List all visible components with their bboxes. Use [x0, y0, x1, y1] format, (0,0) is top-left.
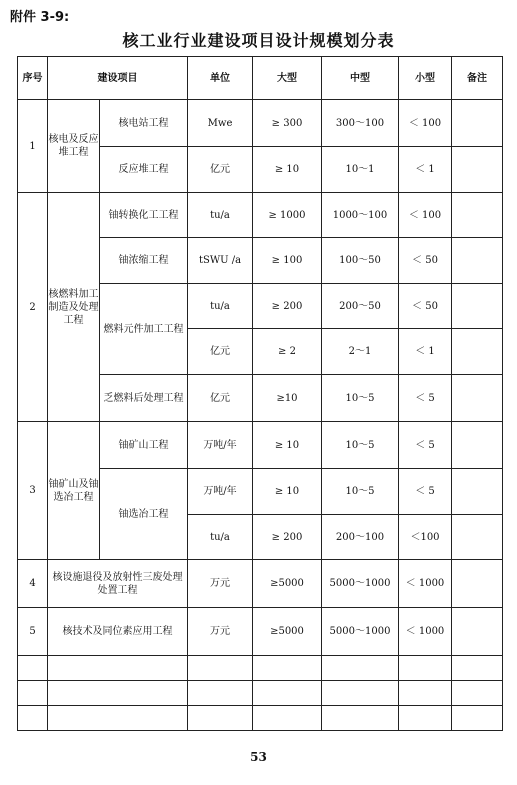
- remark-cell: [452, 284, 503, 329]
- header-large: 大型: [253, 57, 322, 100]
- remark-cell: [452, 469, 503, 515]
- project-name-cell: 燃料元件加工工程: [100, 284, 188, 375]
- unit-cell: 万元: [188, 560, 253, 608]
- project-name-cell: 铀矿山工程: [100, 422, 188, 469]
- project-name-cell: 反应堆工程: [100, 147, 188, 193]
- medium-cell: 10～5: [322, 375, 399, 422]
- project-name-cell: 铀选冶工程: [100, 469, 188, 560]
- category-cell: 核燃料加工制造及处理工程: [48, 193, 100, 422]
- table-row: [18, 193, 503, 238]
- unit-cell: tu/a: [188, 515, 253, 560]
- category-cell: 核电及反应堆工程: [48, 100, 100, 193]
- unit-cell: 亿元: [188, 375, 253, 422]
- medium-cell: 2～1: [322, 329, 399, 375]
- medium-cell: 300～100: [322, 100, 399, 147]
- remark-cell: [452, 238, 503, 284]
- small-cell: ＜ 100: [399, 193, 452, 238]
- medium-cell: 5000～1000: [322, 608, 399, 656]
- unit-cell: tu/a: [188, 193, 253, 238]
- document-title: 核工业行业建设项目设计规模划分表: [122, 31, 395, 50]
- unit-cell: 万吨/年: [188, 422, 253, 469]
- medium-cell: 10～1: [322, 147, 399, 193]
- large-cell: ≥5000: [253, 608, 322, 656]
- medium-cell: 1000～100: [322, 193, 399, 238]
- remark-cell: [452, 329, 503, 375]
- project-name-cell: 乏燃料后处理工程: [100, 375, 188, 422]
- small-cell: ＜ 5: [399, 375, 452, 422]
- small-cell: ＜100: [399, 515, 452, 560]
- empty-row: [18, 706, 503, 731]
- large-cell: ≥ 200: [253, 284, 322, 329]
- unit-cell: 万元: [188, 608, 253, 656]
- small-cell: ＜ 1000: [399, 560, 452, 608]
- large-cell: ≥ 10: [253, 422, 322, 469]
- header-seq: 序号: [18, 57, 48, 100]
- medium-cell: 100～50: [322, 238, 399, 284]
- unit-cell: 亿元: [188, 147, 253, 193]
- large-cell: ≥ 100: [253, 238, 322, 284]
- unit-cell: 亿元: [188, 329, 253, 375]
- medium-cell: 10～5: [322, 422, 399, 469]
- remark-cell: [452, 560, 503, 608]
- table-row: [18, 560, 503, 608]
- small-cell: ＜ 50: [399, 284, 452, 329]
- seq-cell: 3: [18, 422, 48, 560]
- table-row: [18, 422, 503, 469]
- project-name-cell: 核电站工程: [100, 100, 188, 147]
- project-name-cell: 核设施退役及放射性三废处理处置工程: [48, 560, 188, 608]
- unit-cell: Mwe: [188, 100, 253, 147]
- attachment-label: 附件 3-9:: [10, 10, 70, 25]
- large-cell: ≥ 1000: [253, 193, 322, 238]
- unit-cell: 万吨/年: [188, 469, 253, 515]
- page-number: 53: [250, 750, 267, 764]
- remark-cell: [452, 147, 503, 193]
- header-unit: 单位: [188, 57, 253, 100]
- small-cell: ＜ 50: [399, 238, 452, 284]
- large-cell: ≥ 2: [253, 329, 322, 375]
- unit-cell: tSWU /a: [188, 238, 253, 284]
- seq-cell: 2: [18, 193, 48, 422]
- seq-cell: 4: [18, 560, 48, 608]
- header-medium: 中型: [322, 57, 399, 100]
- large-cell: ≥ 10: [253, 147, 322, 193]
- large-cell: ≥5000: [253, 560, 322, 608]
- small-cell: ＜ 1: [399, 329, 452, 375]
- project-name-cell: 铀转换化工工程: [100, 193, 188, 238]
- project-name-cell: 铀浓缩工程: [100, 238, 188, 284]
- empty-row: [18, 681, 503, 706]
- medium-cell: 10～5: [322, 469, 399, 515]
- small-cell: ＜ 5: [399, 469, 452, 515]
- header-remark: 备注: [452, 57, 503, 100]
- remark-cell: [452, 515, 503, 560]
- small-cell: ＜ 1: [399, 147, 452, 193]
- unit-cell: tu/a: [188, 284, 253, 329]
- table-row: [18, 100, 503, 147]
- medium-cell: 200～100: [322, 515, 399, 560]
- large-cell: ≥ 10: [253, 469, 322, 515]
- medium-cell: 200～50: [322, 284, 399, 329]
- header-small: 小型: [399, 57, 452, 100]
- project-name-cell: 核技术及同位素应用工程: [48, 608, 188, 656]
- large-cell: ≥ 200: [253, 515, 322, 560]
- header-row: [18, 57, 503, 100]
- small-cell: ＜ 5: [399, 422, 452, 469]
- remark-cell: [452, 422, 503, 469]
- medium-cell: 5000～1000: [322, 560, 399, 608]
- empty-row: [18, 656, 503, 681]
- table-row: [18, 608, 503, 656]
- scale-classification-table: [17, 56, 503, 731]
- small-cell: ＜ 1000: [399, 608, 452, 656]
- remark-cell: [452, 100, 503, 147]
- small-cell: ＜ 100: [399, 100, 452, 147]
- seq-cell: 1: [18, 100, 48, 193]
- remark-cell: [452, 193, 503, 238]
- remark-cell: [452, 375, 503, 422]
- large-cell: ≥ 300: [253, 100, 322, 147]
- remark-cell: [452, 608, 503, 656]
- seq-cell: 5: [18, 608, 48, 656]
- header-project: 建设项目: [48, 57, 188, 100]
- category-cell: 铀矿山及铀选冶工程: [48, 422, 100, 560]
- large-cell: ≥10: [253, 375, 322, 422]
